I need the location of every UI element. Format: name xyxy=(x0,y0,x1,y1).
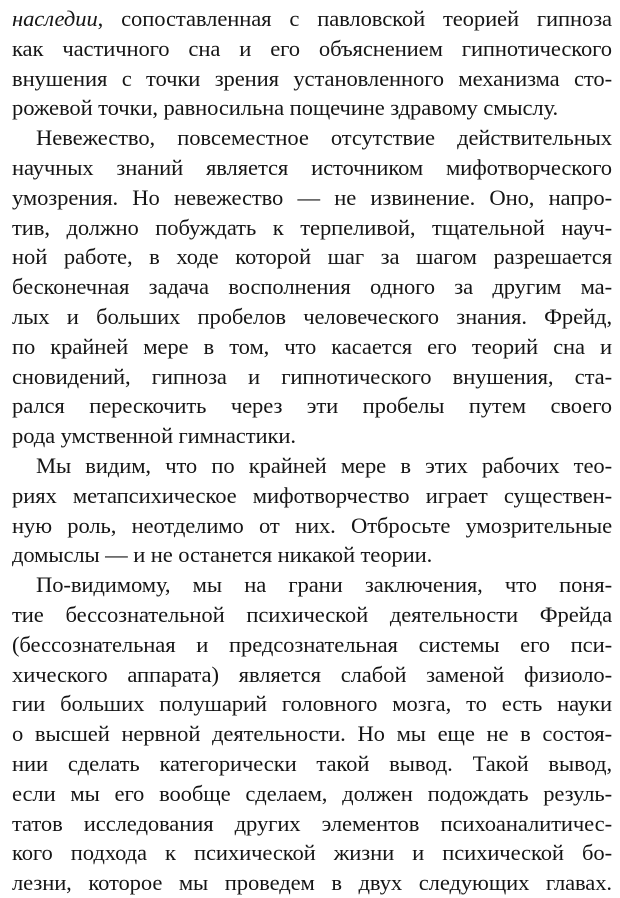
text-line: татов исследования других элементов психоаналитичес- xyxy=(12,810,612,836)
text-line: хического аппарата) является слабой заменой физиоло- xyxy=(12,661,612,687)
paragraph-2 xyxy=(12,123,612,451)
text-line: тие бессознательной психической деятельности Фрейда xyxy=(12,601,612,627)
text-line: лых и больших пробелов человеческого знания. Фрейд, xyxy=(12,303,612,329)
text-line xyxy=(12,4,612,34)
text-line: тив, должно побуждать к терпеливой, тщательной науч- xyxy=(12,214,612,240)
text-line: научных знаний является источником мифотворческого xyxy=(12,154,612,180)
text-line: Мы видим, что по крайней мере в этих рабочих тео- xyxy=(36,452,612,478)
text-line: бесконечная задача восполнения одного за другим ма- xyxy=(12,274,612,300)
text-run: , сопоставленная с павловской теорией гипноза xyxy=(97,6,612,31)
paragraph-3 xyxy=(12,451,612,570)
text-line: нии сделать категорически такой вывод. Такой вывод, xyxy=(12,750,612,776)
text-line: домыслы — и не останется никакой теории. xyxy=(12,542,433,568)
text-line: ную роль, неотделимо от них. Отбросьте умозрительные xyxy=(12,512,612,538)
paragraph-1 xyxy=(12,4,612,123)
italic-word: наследии xyxy=(12,6,98,31)
paragraph-4 xyxy=(12,570,612,898)
text-line: кого подхода к психической жизни и психической бо- xyxy=(12,840,612,866)
text-line: умозрения. Но невежество — не извинение. Оно, напро- xyxy=(12,184,612,210)
text-line: рожевой точки, равносильна пощечине здравому смыслу. xyxy=(12,95,559,121)
text-line: (бессознательная и предсознательная системы его пси- xyxy=(12,631,612,657)
text-line: Невежество, повсеместное отсутствие действительных xyxy=(36,125,612,151)
text-line: как частичного сна и его объяснением гипнотического xyxy=(12,35,612,61)
text-line: лезни, которое мы проведем в двух следующих главах. xyxy=(12,870,612,896)
text-line: о высшей нервной деятельности. Но мы еще не в состоя- xyxy=(12,721,612,747)
text-line: По-видимому, мы на грани заключения, что поня- xyxy=(36,572,612,598)
text-line: по крайней мере в том, что касается его теорий сна и xyxy=(12,333,612,359)
text-line: риях метапсихическое мифотворчество играет существен- xyxy=(12,482,612,508)
text-line: ной работе, в ходе которой шаг за шагом разрешается xyxy=(12,244,612,270)
text-line: рался перескочить через эти пробелы путем своего xyxy=(12,393,612,419)
text-line: гии больших полушарий головного мозга, то есть науки xyxy=(12,691,612,717)
text-line: если мы его вообще сделаем, должен подождать резуль- xyxy=(12,780,612,806)
text-line: внушения с точки зрения установленного механизма сто- xyxy=(12,65,612,91)
text-line: рода умственной гимнастики. xyxy=(12,423,296,449)
text-line: сновидений, гипноза и гипнотического внушения, ста- xyxy=(12,363,612,389)
